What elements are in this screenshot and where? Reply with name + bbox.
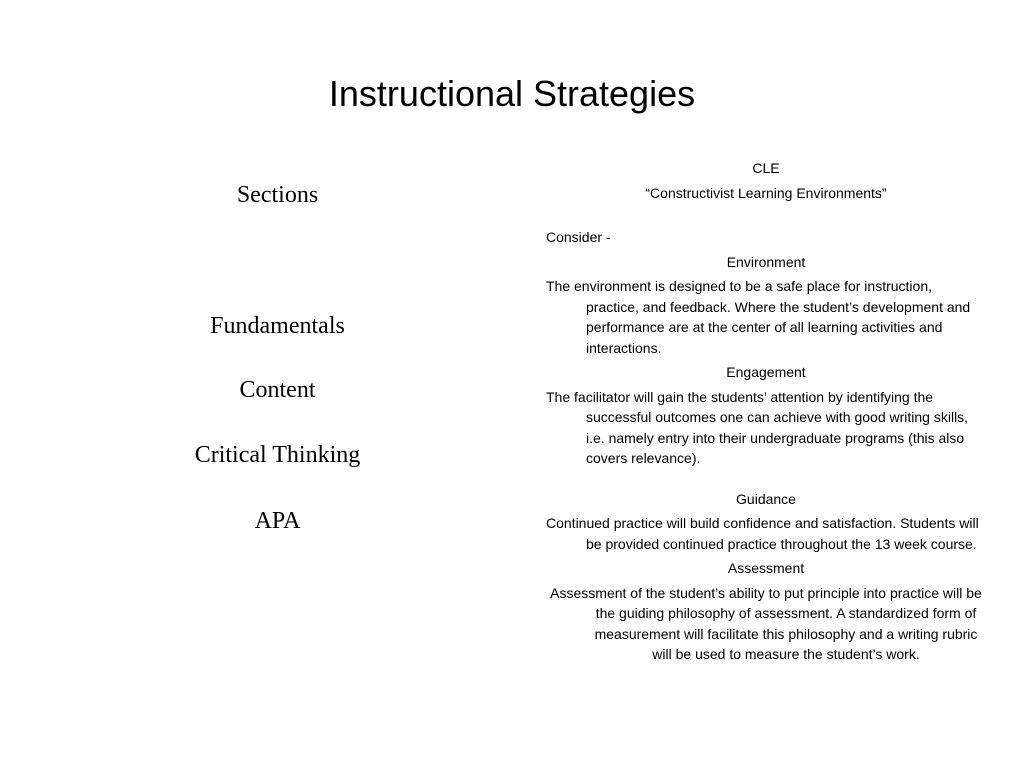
guidance-heading: Guidance [736, 490, 796, 507]
consider-label: Consider - [546, 229, 611, 245]
assessment-heading: Assessment [727, 560, 805, 576]
engagement-text: The facilitator will gain the students’ attention by identifying the successful outcomes one can achieve with good writing skills, i.e. namely entry into their undergraduate programs (this also covers relevance). [546, 388, 969, 466]
sections-heading: Sections [236, 182, 319, 208]
environment-heading: Environment [726, 253, 806, 270]
cle-label: CLE [752, 160, 780, 176]
slide-title: Instructional Strategies [328, 73, 696, 114]
cle-content [546, 158, 986, 665]
section-item-fundamentals: Fundamentals [210, 313, 345, 339]
environment-text: The environment is designed to be a safe place for instruction, practice, and feedback. Where the student’s development and performance are at the center of all learning activities and interactions. [546, 278, 971, 356]
engagement-heading: Engagement [726, 364, 806, 380]
guidance-text: Continued practice will build confidence and satisfaction. Students will be provided continued practice throughout the 13 week course. [546, 515, 979, 552]
assessment-text: Assessment of the student’s ability to put principle into practice will be the guiding philosophy of assessment. A standardized form of measurement will facilitate this philosophy and a writing rubric will be used to measure the student’s work. [550, 584, 982, 662]
section-item-critical-thinking: Critical Thinking [194, 442, 361, 468]
section-item-apa: APA [254, 508, 301, 534]
cle-full-name: “Constructivist Learning Environments” [645, 184, 887, 201]
section-item-content: Content [239, 377, 316, 403]
